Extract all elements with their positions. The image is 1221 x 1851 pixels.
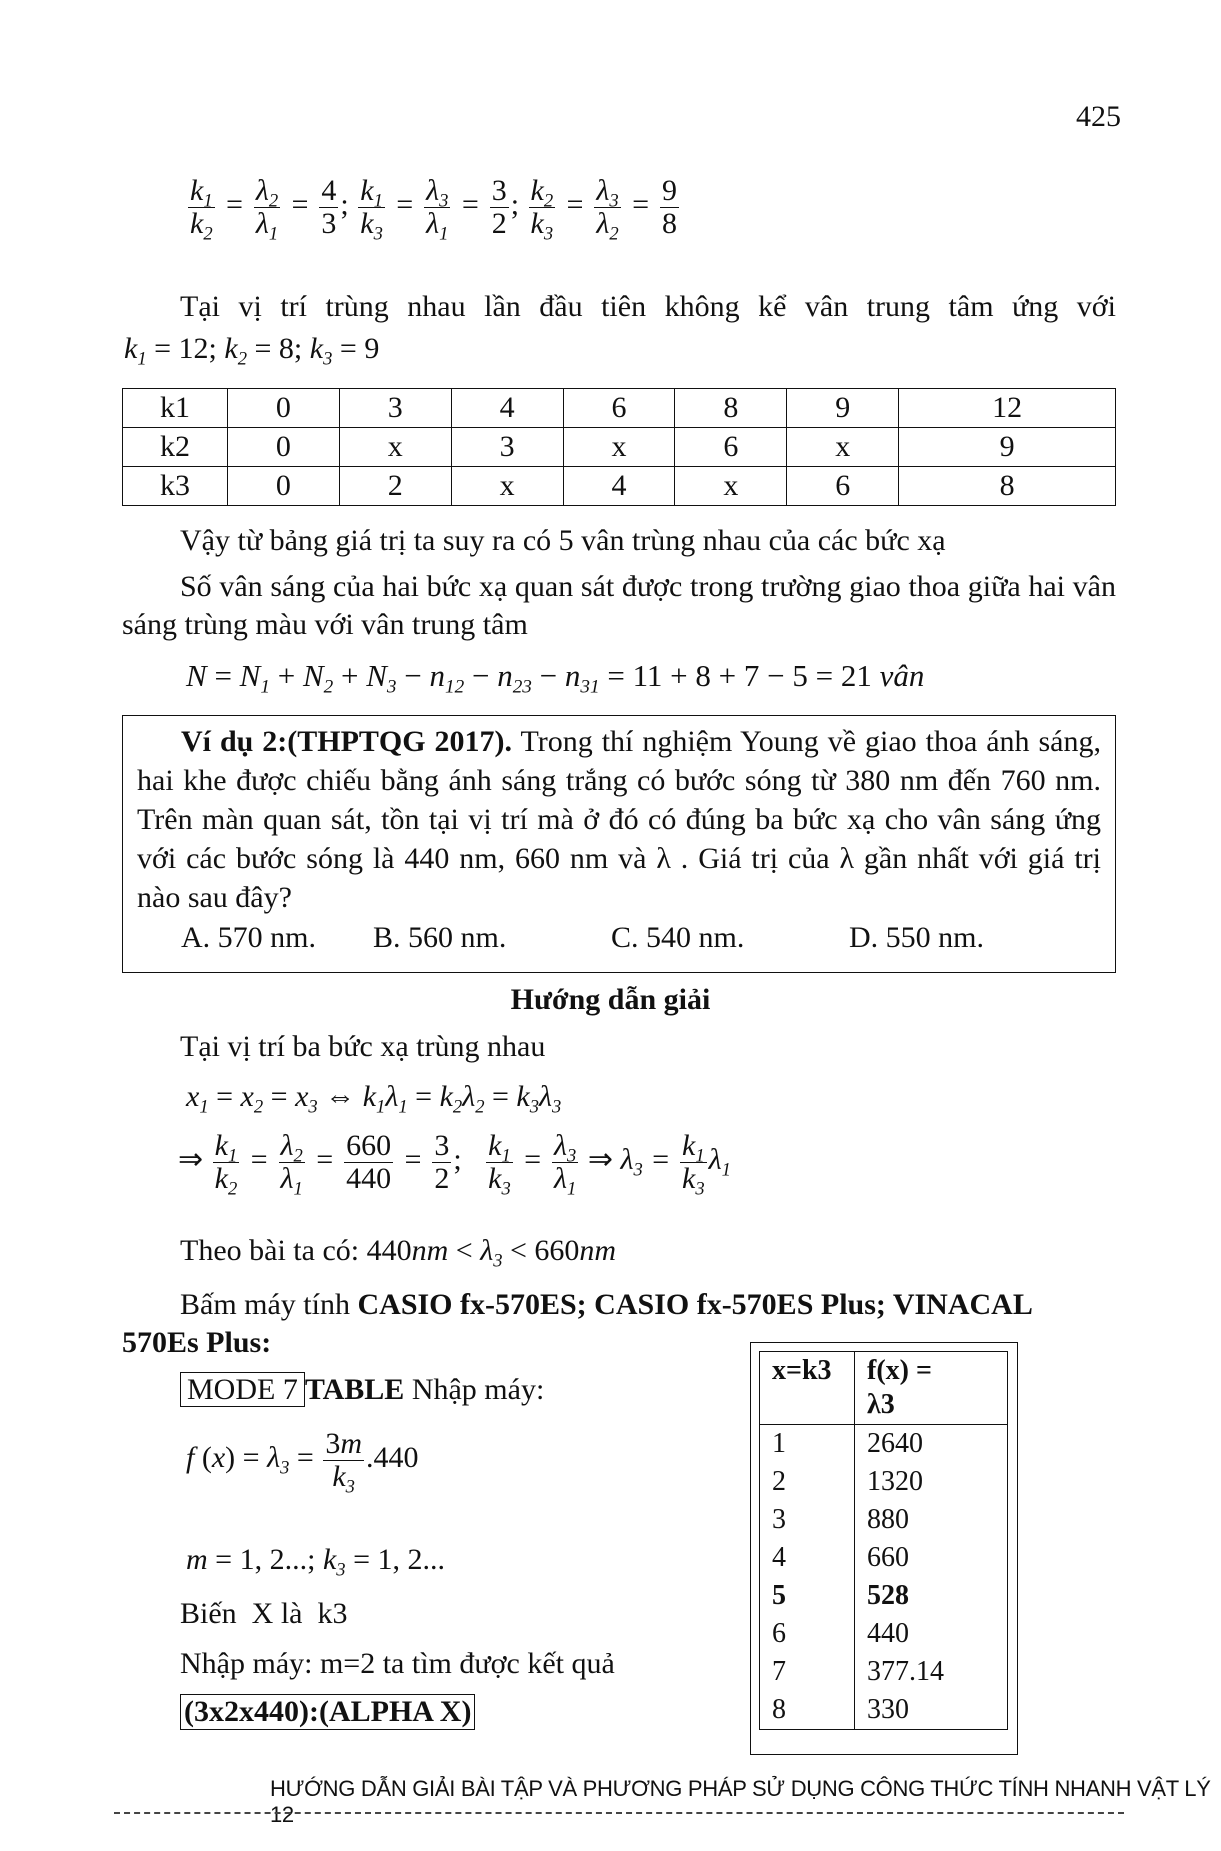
k-table [122, 388, 1116, 506]
solution-heading: Hướng dẫn giải [510, 983, 711, 1016]
result-table-row [760, 1463, 1008, 1501]
k-table-cell: 12 [899, 389, 1116, 428]
example-label: Ví dụ 2:(THPTQG 2017). [181, 725, 513, 758]
result-x-cell: 6 [760, 1615, 855, 1653]
example-question [137, 722, 1101, 917]
k-table-cell: 9 [787, 389, 899, 428]
alpha-key-sequence: (3x2x440):(ALPHA X) [180, 1694, 475, 1730]
implication-formula: ⇒ $\frac{k_1}{k_2}$ = $\frac{\lambda_2}{\lambda_1}$ = $\frac{660}{440}$ = $\frac{3}{2}$ ; $\frac{k_1}{k_3}$ = $\frac{\lambda_3}{\lambda_1}$ ⇒ $\lambda_3$ = $\frac{k_1}{k_3}$ $\lambda_1$ [178, 1129, 731, 1199]
bien-text: Biến X là k3 [180, 1597, 348, 1630]
k-table-row [123, 389, 1116, 428]
result-table-row [760, 1425, 1008, 1464]
k-table-cell: 4 [451, 389, 563, 428]
k-table-cell: 8 [899, 467, 1116, 506]
k-table-cell: x [563, 428, 675, 467]
nhap-may-label: Nhập máy: [404, 1373, 545, 1406]
result-f-cell: 330 [867, 1694, 909, 1725]
example-box [122, 715, 1116, 973]
result-x-cell: 8 [760, 1691, 855, 1730]
footer-title: HƯỚNG DẪN GIẢI BÀI TẬP VÀ PHƯƠNG PHÁP SỬ DỤNG CÔNG THỨC TÍNH NHANH VẬT LÝ 12 [270, 1776, 1211, 1827]
k-table-cell: 0 [228, 389, 340, 428]
page-number: 425 [1076, 100, 1121, 133]
result-table-row [760, 1653, 1008, 1691]
m-range: m = 1, 2...; $k_3 = 1$, 2... [186, 1543, 445, 1581]
k-row-label: k3 [123, 467, 228, 506]
result-x-cell: 1 [760, 1425, 855, 1464]
fx-formula: f $(x) = \lambda_3$ = $\frac{3m}{k_3}$ .440 [186, 1427, 419, 1497]
result-x-cell: 2 [760, 1463, 855, 1501]
casio-models: CASIO fx-570ES; CASIO fx-570ES Plus; VINACAL [357, 1288, 1033, 1321]
result-table-row [760, 1539, 1008, 1577]
result-f-cell: 660 [867, 1542, 909, 1573]
option-d: D. 550 nm. [849, 921, 984, 954]
result-f-cell: 440 [867, 1618, 909, 1649]
k-row-label: k1 [123, 389, 228, 428]
header-f-line2: λ3 [867, 1389, 895, 1420]
casio-line [180, 1288, 1033, 1322]
footer-divider [114, 1812, 1124, 1814]
result-x-cell: 3 [760, 1501, 855, 1539]
ratio-formula: $\frac{k_1}{k_2}$ = $\frac{\lambda_2}{\lambda_1}$ = $\frac{4}{3}$ ; $\frac{k_1}{k_3}$ = $\frac{\lambda_3}{\lambda_1}$ = $\frac{3}{2}$ ; $\frac{k_2}{k_3}$ = $\frac{\lambda_3}{\lambda_2}$ = $\frac{9}{8}$ [190, 174, 677, 244]
result-table [759, 1351, 1008, 1730]
result-f-cell: 1320 [867, 1466, 923, 1497]
n-formula: $N = N_1 + N_2 + N_3 - n_{12} - n_{23} - n_{31} = 11 + 8 + 7 - 5 = 21$ vân [186, 658, 925, 698]
k-values: $k_1 = 12$; $k_2 = 8$; $k_3 = 9$ [124, 332, 380, 370]
result-x-cell: 4 [760, 1539, 855, 1577]
option-b: B. 560 nm. [373, 921, 507, 954]
k-table-cell: x [451, 467, 563, 506]
header-f [855, 1352, 1008, 1425]
conclusion-text: Vậy từ bảng giá trị ta suy ra có 5 vân trùng nhau của các bức xạ [180, 524, 946, 557]
k-table-cell: 0 [228, 428, 340, 467]
k-table-cell: 3 [451, 428, 563, 467]
example-options [137, 921, 1101, 955]
k-table-wrapper [122, 388, 1116, 506]
solution-line-1: Tại vị trí ba bức xạ trùng nhau [180, 1030, 546, 1063]
k-row-label: k2 [123, 428, 228, 467]
result-table-header [760, 1352, 1008, 1425]
intro-paragraph: Tại vị trí trùng nhau lần đầu tiên không kể vân trung tâm ứng với [180, 290, 1116, 323]
result-table-box [750, 1342, 1018, 1755]
result-table-row [760, 1691, 1008, 1730]
option-c: C. 540 nm. [611, 921, 745, 954]
k-table-cell: x [787, 428, 899, 467]
result-table-row [760, 1577, 1008, 1615]
table-word: TABLE [304, 1373, 405, 1406]
mode-7-key: MODE 7 [180, 1372, 305, 1407]
casio-models-cont: 570Es Plus: [122, 1326, 272, 1359]
k-table-cell: 4 [563, 467, 675, 506]
casio-normal: Bấm máy tính [180, 1288, 358, 1321]
count-text: Số vân sáng của hai bức xạ quan sát được trong trường giao thoa giữa hai vân sáng trùng màu với vân trung tâm [122, 570, 1116, 641]
lambda-range: $440nm < \lambda_3 < 660nm$ [366, 1234, 617, 1272]
theo-line [180, 1234, 617, 1272]
k-table-row [123, 428, 1116, 467]
theo-label: Theo bài ta có: [180, 1234, 360, 1267]
k-table-cell: 3 [339, 389, 451, 428]
k-table-row [123, 467, 1116, 506]
result-f-cell: 880 [867, 1504, 909, 1535]
mode-line [180, 1373, 544, 1407]
k-table-cell: 8 [675, 389, 787, 428]
option-a: A. 570 nm. [181, 921, 316, 954]
result-x-cell: 5 [760, 1577, 855, 1615]
k-table-cell: 2 [339, 467, 451, 506]
result-f-cell: 2640 [867, 1428, 923, 1459]
result-f-cell: 528 [867, 1580, 909, 1611]
k-table-cell: x [675, 467, 787, 506]
k-table-cell: 6 [675, 428, 787, 467]
x-equality-formula: $x_1 = x_2 = x_3$ ⇔ $k_1\lambda_1 = k_2\lambda_2 = k_3\lambda_3$ [186, 1080, 562, 1118]
result-x-cell: 7 [760, 1653, 855, 1691]
k-table-cell: 6 [563, 389, 675, 428]
k-table-cell: 9 [899, 428, 1116, 467]
k-table-cell: x [339, 428, 451, 467]
result-table-row [760, 1615, 1008, 1653]
example-text: Trong thí nghiệm Young về giao thoa ánh sáng, hai khe được chiếu bằng ánh sáng trắng có bước sóng từ 380 nm đến 760 nm. Trên màn quan sát, tồn tại vị trí mà ở đó có đúng ba bức xạ cho vân sáng ứng với các bước sóng là 440 nm, 660 nm và λ . Giá trị của λ gần nhất với giá trị nào sau đây? [137, 725, 1101, 914]
k-table-cell: 0 [228, 467, 340, 506]
result-table-row [760, 1501, 1008, 1539]
header-f-line1: f(x) = [867, 1355, 932, 1386]
result-f-cell: 377.14 [867, 1656, 944, 1687]
nhap-m-text: Nhập máy: m=2 ta tìm được kết quả [180, 1647, 615, 1680]
k-table-cell: 6 [787, 467, 899, 506]
header-x: x=k3 [760, 1352, 855, 1425]
